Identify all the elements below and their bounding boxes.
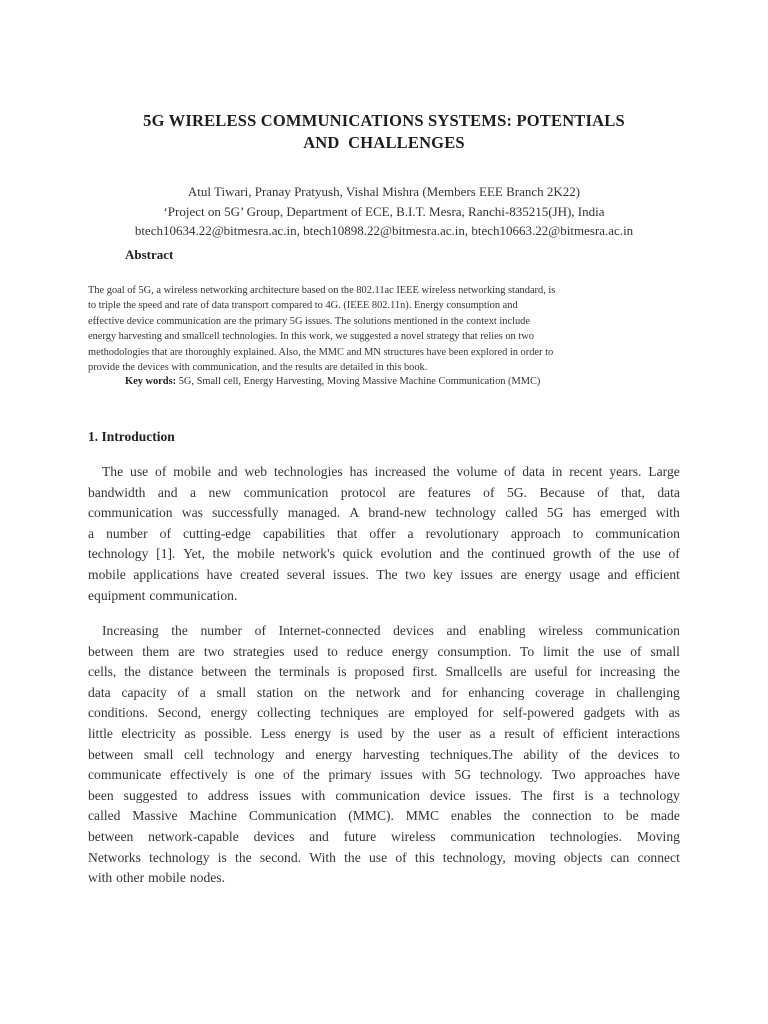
abstract-line: energy harvesting and smallcell technologies. In this work, we suggested a novel strategy that relies on two <box>88 331 534 343</box>
title-line-1: 5G WIRELESS COMMUNICATIONS SYSTEMS: POTENTIALS <box>143 111 625 130</box>
author-names: Atul Tiwari, Pranay Pratyush, Vishal Mishra (Members EEE Branch 2K22) <box>187 184 581 199</box>
paragraph-line: communicate effectively is one of the primary issues with 5G technology. Two approaches have <box>88 767 680 783</box>
paragraph-line: between small cell technology and energy harvesting techniques.The ability of the devices to <box>88 746 680 762</box>
keywords-label: Key words: <box>125 376 177 387</box>
paragraph-line: communication was successfully managed. A brand-new technology called 5G has emerged with <box>88 505 680 521</box>
paragraph-line: between network-capable devices and future wireless communication technologies. Moving <box>88 828 680 844</box>
title-line-2: AND CHALLENGES <box>303 133 465 152</box>
introduction-paragraph-2 <box>88 621 680 889</box>
paragraph-line: a number of cutting-edge capabilities that offer a revolutionary approach to communication <box>88 525 680 541</box>
abstract-line: effective device communication are the primary 5G issues. The solutions mentioned in the context include <box>88 315 530 327</box>
paragraph-line: equipment communication. <box>88 587 238 603</box>
paragraph-line: been suggested to address issues with communication device issues. The first is a technology <box>88 787 680 803</box>
paragraph-line: data capacity of a small station on the network and for enhancing coverage in challenging <box>88 684 680 700</box>
paragraph-line: called Massive Machine Communication (MMC). MMC enables the connection to be made <box>88 808 680 824</box>
author-affiliation: ‘Project on 5G’ Group, Department of ECE, B.I.T. Mesra, Ranchi-835215(JH), India <box>163 203 605 219</box>
author-block <box>60 182 708 241</box>
paragraph-line: Increasing the number of Internet-connected devices and enabling wireless communication <box>102 623 680 638</box>
paragraph-line: bandwidth and a new communication protocol are features of 5G. Because of that, data <box>88 484 680 500</box>
abstract-line: The goal of 5G, a wireless networking architecture based on the 802.11ac IEEE wireless networking standard, is <box>88 285 556 296</box>
abstract-line: provide the devices with communication, and the results are detailed in this book. <box>88 362 428 374</box>
paper-title <box>60 110 708 154</box>
section-heading-introduction: 1. Introduction <box>88 429 175 444</box>
keywords <box>125 376 540 387</box>
abstract-heading: Abstract <box>125 247 174 262</box>
abstract-body <box>88 283 668 375</box>
paragraph-line: conditions. Second, energy collecting techniques are employed for self-powered gadgets with as <box>88 705 680 721</box>
paragraph-line: little electricity as possible. Less energy is used by the user as a result of efficient interactions <box>88 725 680 741</box>
abstract-line: methodologies that are thoroughly explained. Also, the MMC and MN structures have been explored in order to <box>88 346 554 358</box>
paragraph-line: Networks technology is the second. With the use of this technology, moving objects can connect <box>88 849 680 865</box>
paragraph-line: technology [1]. Yet, the mobile network's quick evolution and the continued growth of the use of <box>88 546 680 562</box>
paragraph-line: cells, the distance between the terminals is proposed first. Smallcells are useful for increasing the <box>88 664 680 680</box>
paragraph-line: mobile applications have created several issues. The two key issues are energy usage and efficient <box>88 566 680 582</box>
author-emails: btech10634.22@bitmesra.ac.in, btech10898.22@bitmesra.ac.in, btech10663.22@bitmesra.ac.in <box>134 223 634 238</box>
abstract-line: to triple the speed and rate of data transport compared to 4G. (IEEE 802.11n). Energy consumption and <box>88 300 518 312</box>
keywords-text: 5G, Small cell, Energy Harvesting, Moving Massive Machine Communication (MMC) <box>176 376 541 387</box>
paragraph-line: with other mobile nodes. <box>88 870 225 886</box>
introduction-paragraph-1 <box>88 462 680 606</box>
paragraph-line: between them are two strategies used to reduce energy consumption. To limit the use of small <box>88 643 680 659</box>
paragraph-line: The use of mobile and web technologies has increased the volume of data in recent years. Large <box>102 464 680 479</box>
